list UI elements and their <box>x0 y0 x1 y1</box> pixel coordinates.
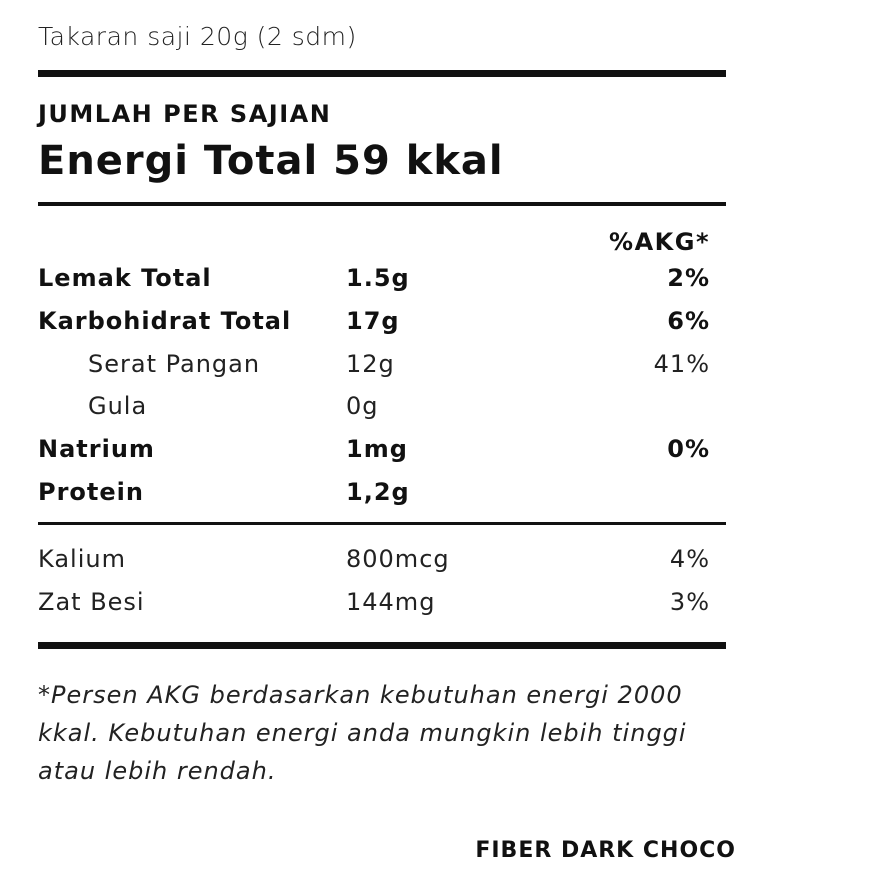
nutrient-amount: 1.5g <box>346 264 410 292</box>
serving-size: Takaran saji 20g (2 sdm) <box>38 22 357 51</box>
divider-top <box>38 70 726 77</box>
nutrient-row-sodium <box>38 435 710 469</box>
nutrient-amount: 1mg <box>346 435 408 463</box>
energy-total: Energi Total 59 kkal <box>38 138 504 184</box>
nutrient-percent: 0% <box>667 435 710 463</box>
nutrient-row-sugar <box>38 392 710 426</box>
per-serving-heading: JUMLAH PER SAJIAN <box>38 100 332 128</box>
nutrient-amount: 17g <box>346 307 400 335</box>
mineral-amount: 144mg <box>346 588 436 616</box>
mineral-row-iron <box>38 588 710 622</box>
nutrient-name: Protein <box>38 478 144 506</box>
nutrient-name: Serat Pangan <box>88 350 261 378</box>
nutrient-name: Natrium <box>38 435 155 463</box>
mineral-percent: 4% <box>669 545 710 573</box>
nutrient-percent: 41% <box>653 350 710 378</box>
akg-column-header: %AKG* <box>609 228 710 256</box>
nutrient-name: Karbohidrat Total <box>38 307 292 335</box>
divider-minerals <box>38 522 726 525</box>
nutrient-row-carbohydrate <box>38 307 710 341</box>
divider-bottom <box>38 642 726 649</box>
nutrient-name: Lemak Total <box>38 264 212 292</box>
nutrient-amount: 12g <box>346 350 395 378</box>
nutrient-amount: 0g <box>346 392 379 420</box>
nutrient-amount: 1,2g <box>346 478 410 506</box>
nutrient-percent: 2% <box>667 264 710 292</box>
mineral-percent: 3% <box>669 588 710 616</box>
nutrient-percent: 6% <box>667 307 710 335</box>
mineral-name: Zat Besi <box>38 588 145 616</box>
nutrient-name: Gula <box>88 392 148 420</box>
divider-energy <box>38 202 726 206</box>
product-name: FIBER DARK CHOCO <box>475 838 736 863</box>
nutrient-row-fat <box>38 264 710 298</box>
nutrient-row-fiber <box>38 350 710 384</box>
mineral-amount: 800mcg <box>346 545 450 573</box>
nutrient-row-protein <box>38 478 710 512</box>
mineral-name: Kalium <box>38 545 126 573</box>
akg-footnote: *Persen AKG berdasarkan kebutuhan energi 2000 kkal. Kebutuhan energi anda mungkin lebih tinggi atau lebih rendah. <box>38 681 687 785</box>
mineral-row-potassium <box>38 545 710 579</box>
